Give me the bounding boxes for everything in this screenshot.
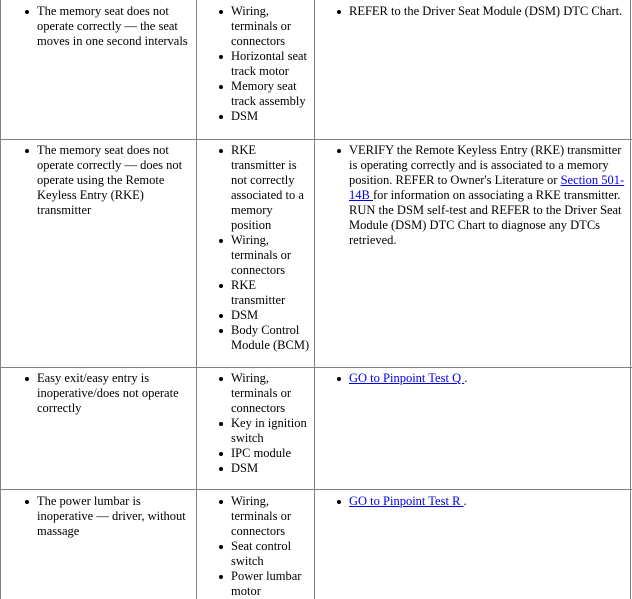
cause-item: Seat control switch — [216, 539, 312, 569]
action-cell — [334, 4, 628, 19]
action-text-segment: . — [464, 371, 468, 385]
causes-list — [216, 4, 312, 124]
cause-item: DSM — [216, 109, 312, 124]
cause-item: RKE transmitter is not correctly associated to a memory position — [216, 143, 312, 233]
cause-item: Memory seat track assembly — [216, 79, 312, 109]
causes-cell — [216, 371, 312, 476]
action-text-segment: for information on associating a RKE transmitter. RUN the DSM self-test and REFER to the Driver Seat Module (DSM) DTC Chart to diagnose any DTCs retrieved. — [349, 188, 622, 247]
cause-item: Power lumbar motor — [216, 569, 312, 599]
action-text — [334, 143, 628, 248]
cause-item: Body Control Module (BCM) — [216, 323, 312, 353]
row-divider-2 — [0, 367, 632, 368]
row-divider-1 — [0, 139, 632, 140]
cause-item: IPC module — [216, 446, 312, 461]
table-border-left — [0, 0, 1, 599]
action-text-segment: VERIFY the Remote Keyless Entry (RKE) transmitter is operating correctly and is associated to a memory position. REFER to Owner's Literature or — [349, 143, 622, 187]
causes-cell — [216, 143, 312, 353]
table-row — [22, 371, 195, 416]
reference-link[interactable]: Section 501-14B — [349, 173, 625, 202]
condition-text: The power lumbar is inoperative — driver, without massage — [22, 494, 195, 539]
table-divider-1 — [196, 0, 197, 599]
condition-text: The memory seat does not operate correctly — the seat moves in one second intervals — [22, 4, 195, 49]
condition-text: Easy exit/easy entry is inoperative/does not operate correctly — [22, 371, 195, 416]
table-divider-2 — [314, 0, 315, 599]
reference-link[interactable]: GO to Pinpoint Test R — [349, 494, 464, 508]
row-divider-3 — [0, 489, 632, 490]
table-row — [22, 4, 195, 49]
condition-text: The memory seat does not operate correctly — does not operate using the Remote Keyless Entry (RKE) transmitter — [22, 143, 195, 218]
action-cell — [334, 494, 628, 509]
cause-item: Wiring, terminals or connectors — [216, 494, 312, 539]
action-text-segment: . — [463, 494, 467, 508]
cause-item: Wiring, terminals or connectors — [216, 4, 312, 49]
table-border-right — [630, 0, 631, 599]
cause-item: Horizontal seat track motor — [216, 49, 312, 79]
cause-item: Key in ignition switch — [216, 416, 312, 446]
cause-item: DSM — [216, 461, 312, 476]
cause-item: Wiring, terminals or connectors — [216, 371, 312, 416]
causes-list — [216, 494, 312, 599]
action-text — [334, 4, 628, 19]
causes-cell — [216, 4, 312, 124]
action-cell — [334, 371, 628, 386]
action-cell — [334, 143, 628, 248]
cause-item: Wiring, terminals or connectors — [216, 233, 312, 278]
table-row — [22, 494, 195, 539]
action-text-segment: REFER to the Driver Seat Module (DSM) DTC Chart. — [349, 4, 623, 18]
causes-list — [216, 143, 312, 353]
causes-cell — [216, 494, 312, 599]
table-row — [22, 143, 195, 218]
action-text — [334, 494, 628, 509]
cause-item: DSM — [216, 308, 312, 323]
causes-list — [216, 371, 312, 476]
cause-item: RKE transmitter — [216, 278, 312, 308]
action-text — [334, 371, 628, 386]
reference-link[interactable]: GO to Pinpoint Test Q — [349, 371, 465, 385]
